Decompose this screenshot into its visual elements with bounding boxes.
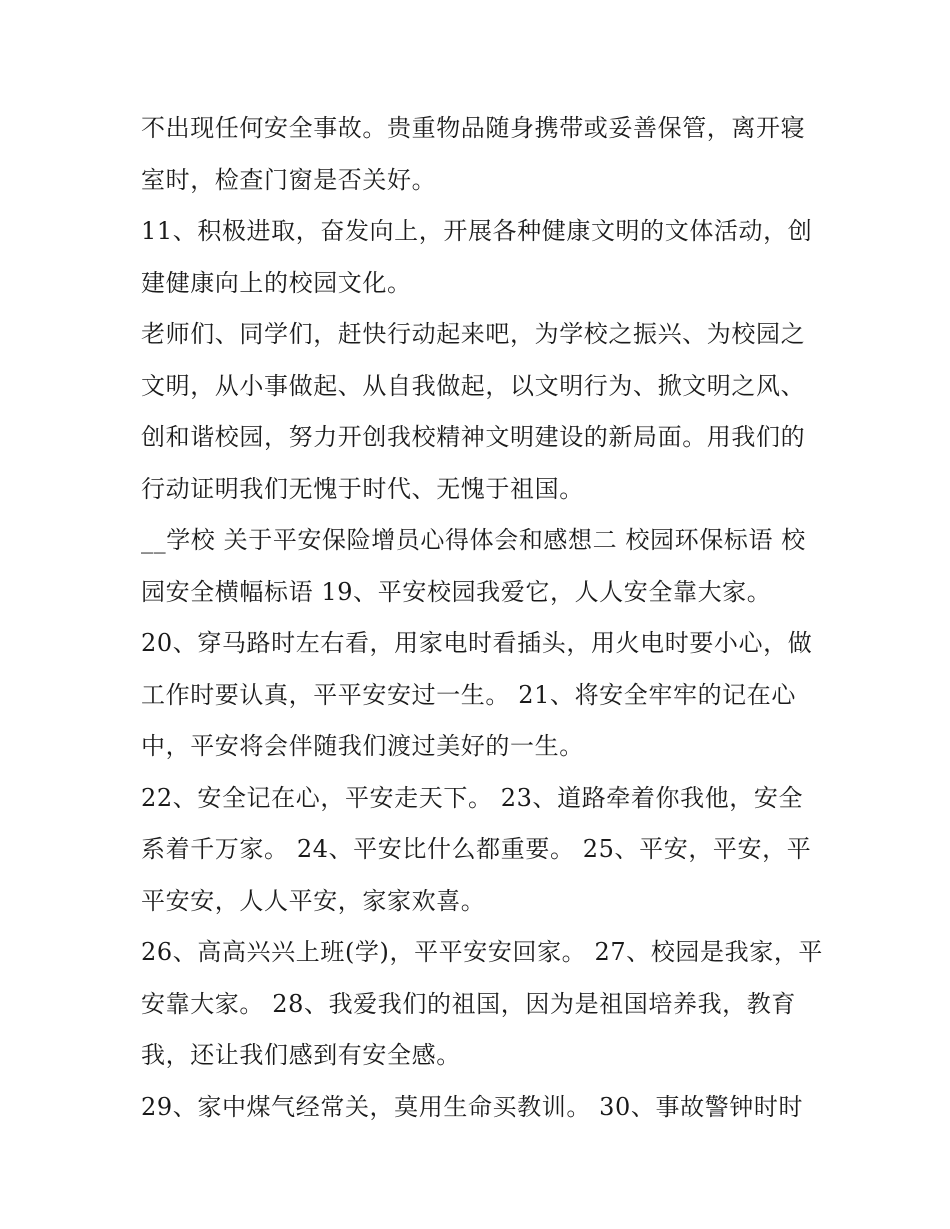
paragraph-call-to-action (141, 309, 821, 515)
document-body (141, 103, 824, 1133)
text-line: 系着千万家。 24、平安比什么都重要。 25、平安，平安，平 (141, 835, 812, 863)
text-line: __学校 关于平安保险增员心得体会和感想二 校园环保标语 校 (141, 526, 806, 554)
paragraph-safety-dorm (141, 103, 821, 206)
text-line: 文明，从小事做起、从自我做起，以文明行为、掀文明之风、 (141, 371, 806, 400)
text-line: 11、积极进取，奋发向上，开展各种健康文明的文体活动，创 (141, 217, 813, 245)
text-line: 不出现任何安全事故。贵重物品随身携带或妥善保管，离开寝 (141, 114, 806, 142)
text-line: 26、高高兴兴上班(学)，平平安安回家。 27、校园是我家，平 (141, 938, 824, 966)
paragraph-school-slogans (141, 515, 821, 618)
text-line: 创和谐校园，努力开创我校精神文明建设的新局面。用我们的 (141, 423, 806, 451)
text-line: 22、安全记在心，平安走天下。 23、道路牵着你我他，安全 (141, 783, 804, 812)
text-line: 工作时要认真，平平安安过一生。 21、将安全牢牢的记在心 (141, 680, 796, 709)
paragraph-item-11 (141, 206, 821, 309)
text-line: 室时，检查门窗是否关好。 (141, 165, 437, 194)
text-line: 20、穿马路时左右看，用家电时看插头，用火电时要小心，做 (141, 629, 813, 657)
text-line: 行动证明我们无愧于时代、无愧于祖国。 (141, 474, 584, 503)
paragraph-items-20-21 (141, 618, 821, 773)
text-line: 园安全横幅标语 19、平安校园我爱它，人人安全靠大家。 (141, 577, 772, 606)
text-line: 我，还让我们感到有安全感。 (141, 1041, 461, 1069)
text-line: 29、家中煤气经常关，莫用生命买教训。 30、事故警钟时时 (141, 1092, 804, 1121)
paragraph-items-26-28 (141, 927, 824, 1082)
text-line: 建健康向上的校园文化。 (141, 268, 412, 297)
text-line: 平安安，人人平安，家家欢喜。 (141, 886, 486, 915)
text-line: 老师们、同学们，赶快行动起来吧，为学校之振兴、为校园之 (141, 320, 806, 348)
paragraph-items-29-30 (141, 1082, 821, 1134)
text-line: 安靠大家。 28、我爱我们的祖国，因为是祖国培养我，教育 (141, 989, 796, 1018)
text-line: 中，平安将会伴随我们渡过美好的一生。 (141, 732, 584, 760)
paragraph-items-22-25 (141, 773, 821, 928)
